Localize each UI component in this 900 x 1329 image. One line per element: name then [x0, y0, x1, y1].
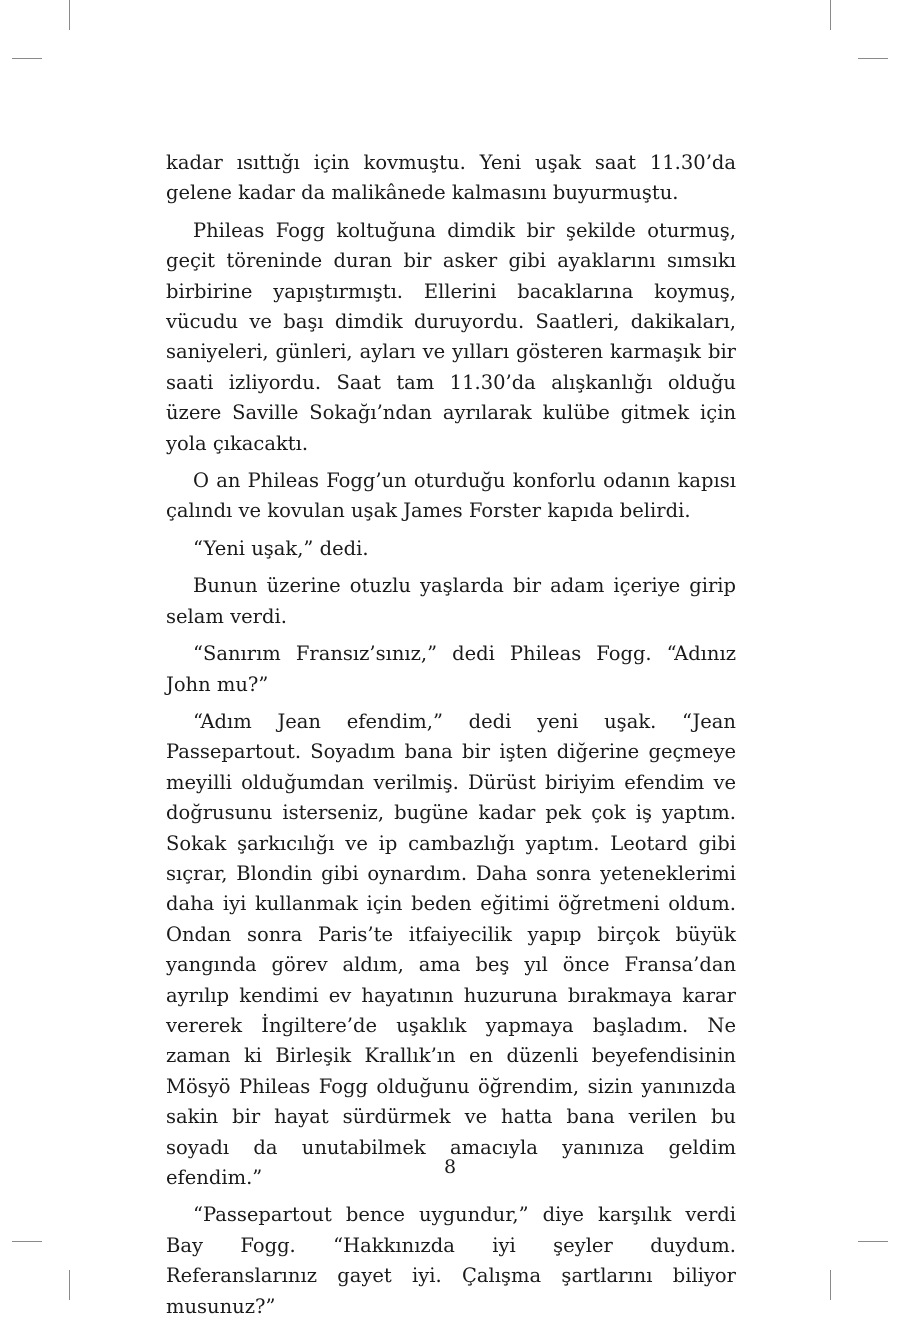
paragraph: O an Phileas Fogg’un oturduğu konforlu odanın kapısı çalındı ve kovulan uşak James Forster kapıda belirdi.	[166, 469, 736, 523]
crop-mark-top-right-vertical	[830, 0, 831, 30]
crop-mark-bottom-right-horizontal	[858, 1241, 888, 1242]
paragraph: Bunun üzerine otuzlu yaşlarda bir adam içeriye girip selam verdi.	[166, 574, 736, 628]
page-number: 8	[443, 1156, 457, 1178]
crop-mark-bottom-left-vertical	[69, 1270, 70, 1300]
crop-mark-top-right-horizontal	[858, 58, 888, 59]
paragraph: “Adım Jean efendim,” dedi yeni uşak. “Jean Passepartout. Soyadım bana bir işten diğerine geçmeye meyilli olduğumdan verilmiş. Dürüst biriyim efendim ve doğrusunu isterseniz, bugüne kadar pek çok iş yaptım. Sokak şarkıcılığı ve ip cambazlığı yaptım. Leotard gibi sıçrar, Blondin gibi oynardım. Daha sonra yeteneklerimi daha iyi kullanmak için beden eğitimi öğretmeni oldum. Ondan sonra Paris’te itfaiyecilik yapıp birçok büyük yangında görev aldım, ama beş yıl önce Fransa’dan ayrılıp kendimi ev hayatının huzuruna bırakmaya karar vererek İngiltere’de uşaklık yapmaya başladım. Ne zaman ki Birleşik Krallık’ın en düzenli beyefendisinin Mösyö Phileas Fogg olduğunu öğrendim, sizin yanınızda sakin bir hayat sürdürmek ve hatta bana verilen bu soyadı da unutabilmek amacıyla yanınıza geldim efendim.”	[166, 709, 736, 1189]
crop-mark-top-left-horizontal	[12, 58, 42, 59]
paragraph: Phileas Fogg koltuğuna dimdik bir şekilde oturmuş, geçit töreninde duran bir asker gibi ayaklarını sımsıkı birbirine yapıştırmıştı. Ellerini bacaklarına koymuş, vücudu ve başı dimdik duruyordu. Saatleri, dakikaları, saniyeleri, günleri, ayları ve yılları gösteren karmaşık bir saati izliyordu. Saat tam 11.30’da alışkanlığı olduğu üzere Saville Sokağı’ndan ayrılarak kulübe gitmek için yola çıkacaktı.	[166, 218, 736, 455]
paragraph: kadar ısıttığı için kovmuştu. Yeni uşak saat 11.30’da gelene kadar da malikânede kalmasını buyurmuştu.	[166, 151, 736, 205]
body-text	[166, 148, 736, 1329]
crop-mark-bottom-left-horizontal	[12, 1241, 42, 1242]
crop-mark-top-left-vertical	[69, 0, 70, 30]
paragraph: “Sanırım Fransız’sınız,” dedi Phileas Fogg. “Adınız John mu?”	[166, 642, 736, 696]
paragraph: “Yeni uşak,” dedi.	[193, 536, 369, 560]
paragraph: “Passepartout bence uygundur,” diye karşılık verdi Bay Fogg. “Hakkınızda iyi şeyler duydum. Referanslarınız gayet iyi. Çalışma şartlarını biliyor musunuz?”	[166, 1203, 736, 1318]
crop-mark-bottom-right-vertical	[830, 1270, 831, 1300]
